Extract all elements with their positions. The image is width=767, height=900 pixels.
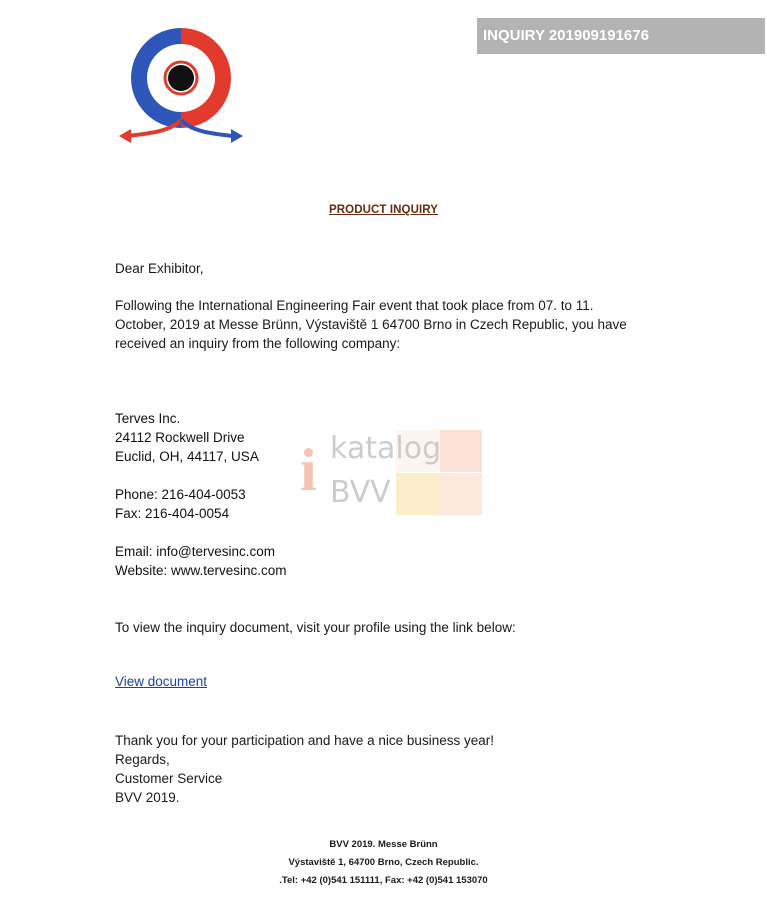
closing-block (115, 731, 494, 807)
company-phone: Phone: 216-404-0053 (115, 487, 246, 502)
company-address-line: Euclid, OH, 44117, USA (115, 449, 259, 464)
intro-line: received an inquiry from the following company: (115, 336, 401, 351)
footer-line: .Tel: +42 (0)541 151111, Fax: +42 (0)541 153070 (279, 875, 488, 886)
intro-line: October, 2019 at Messe Brünn, Výstaviště 1 64700 Brno in Czech Republic, you have (115, 317, 627, 332)
company-name: Terves Inc. (115, 411, 181, 426)
footer-line: BVV 2019. Messe Brünn (329, 839, 438, 850)
view-document-link[interactable]: View document (115, 674, 208, 689)
intro-paragraph (115, 296, 675, 353)
footer-address (0, 836, 767, 890)
katalog-bvv-watermark: i katalog BVV (300, 425, 485, 517)
company-phone-fax (115, 485, 246, 523)
footer-line: Výstaviště 1, 64700 Brno, Czech Republic. (288, 857, 479, 868)
company-email: Email: info@tervesinc.com (115, 544, 276, 559)
fair-logo (115, 20, 247, 152)
closing-department: Customer Service (115, 771, 223, 786)
greeting: Dear Exhibitor, (115, 261, 204, 276)
company-address-line: 24112 Rockwell Drive (115, 430, 245, 445)
intro-line: Following the International Engineering Fair event that took place from 07. to 11. (115, 298, 594, 313)
company-contact (115, 542, 287, 580)
company-website: Website: www.tervesinc.com (115, 563, 287, 578)
company-fax: Fax: 216-404-0054 (115, 506, 230, 521)
closing-regards: Regards, (115, 752, 170, 767)
inquiry-number-badge: INQUIRY 201909191676 (477, 18, 765, 54)
company-block (115, 409, 259, 466)
closing-organization: BVV 2019. (115, 790, 180, 805)
document-title: PRODUCT INQUIRY (328, 204, 439, 216)
closing-thanks: Thank you for your participation and have a nice business year! (115, 733, 494, 748)
view-document-prompt: To view the inquiry document, visit your profile using the link below: (115, 620, 516, 635)
